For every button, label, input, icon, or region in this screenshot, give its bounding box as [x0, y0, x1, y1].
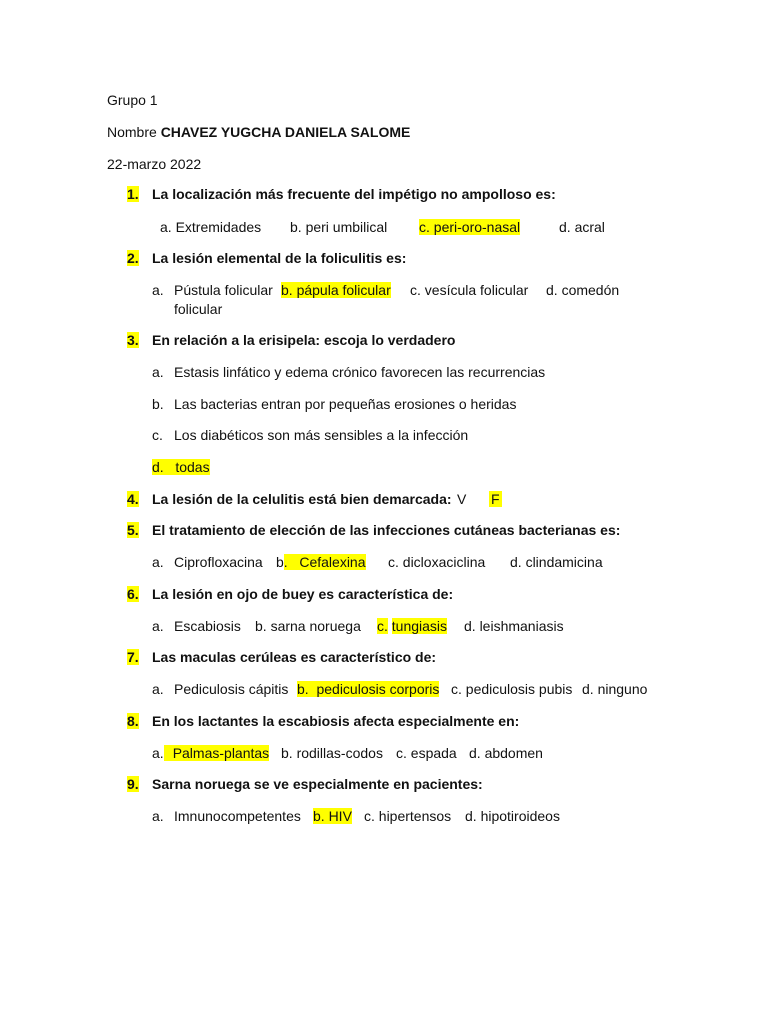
- q8-option-a-prefix: a.: [152, 745, 164, 761]
- q8-option-b: b. rodillas-codos: [281, 745, 383, 761]
- q5-option-c: c. dicloxaciclina: [388, 554, 486, 570]
- q3-option-d: [152, 458, 210, 476]
- name-label: Nombre: [107, 124, 157, 140]
- q9-option-c: c. hipertensos: [364, 808, 452, 824]
- q9-option-b: [313, 807, 352, 825]
- question-1: [127, 185, 139, 203]
- q7-option-b: [297, 680, 439, 698]
- q1-answer-highlight: c. peri-oro-nasal: [419, 219, 521, 235]
- q7-option-c: c. pediculosis pubis: [451, 681, 573, 697]
- question-1-text: La localización más frecuente del impétigo no ampolloso es:: [152, 186, 556, 202]
- student-name: CHAVEZ YUGCHA DANIELA SALOME: [160, 124, 411, 140]
- question-6-number: 6.: [127, 586, 139, 602]
- q6-option-c: [377, 617, 447, 635]
- question-8: [127, 712, 139, 730]
- q7-option-a-label: a.: [152, 681, 164, 697]
- q6-option-c-prefix: c.: [377, 618, 388, 634]
- q4-option-f: [489, 490, 502, 508]
- question-3-text: En relación a la erisipela: escoja lo verdadero: [152, 332, 456, 348]
- q7-option-d: d. ninguno: [582, 681, 648, 697]
- q3-option-c: Los diabéticos son más sensibles a la infección: [174, 427, 469, 443]
- q3-option-a-label: a.: [152, 364, 164, 380]
- q1-option-b: b. peri umbilical: [290, 219, 388, 235]
- q6-option-d: d. leishmaniasis: [464, 618, 564, 634]
- date-text: 22-marzo 2022: [107, 156, 202, 172]
- q1-option-c: [419, 218, 520, 236]
- question-4-number: 4.: [127, 491, 139, 507]
- question-7: [127, 648, 139, 666]
- q3-option-a: Estasis linfático y edema crónico favorecen las recurrencias: [174, 364, 546, 380]
- question-7-text: Las maculas cerúleas es característico de:: [152, 649, 437, 665]
- question-3: [127, 331, 139, 349]
- q2-option-a-label: a.: [152, 282, 164, 298]
- q5-option-d: d. clindamicina: [510, 554, 603, 570]
- q5-option-b: [276, 553, 366, 571]
- question-4-text: La lesión de la celulitis está bien demarcada:: [152, 491, 452, 507]
- q9-option-d: d. hipotiroideos: [465, 808, 560, 824]
- q4-answer-highlight: F: [491, 491, 500, 507]
- q3-option-c-label: c.: [152, 427, 163, 443]
- q1-option-d: d. acral: [559, 219, 605, 235]
- question-9: [127, 775, 139, 793]
- q8-option-a: [152, 744, 269, 762]
- question-7-number: 7.: [127, 649, 139, 665]
- q3-option-b: Las bacterias entran por pequeñas erosiones o heridas: [174, 396, 517, 412]
- q5-answer-highlight: . Cefalexina: [283, 554, 366, 570]
- q2-option-d: d. comedón: [546, 282, 620, 298]
- question-2: [127, 249, 139, 267]
- q5-option-a: Ciprofloxacina: [174, 554, 263, 570]
- question-6: [127, 585, 139, 603]
- question-1-number: 1.: [127, 186, 139, 202]
- q6-option-a-label: a.: [152, 618, 164, 634]
- q8-answer-highlight: Palmas-plantas: [164, 745, 270, 761]
- question-5-number: 5.: [127, 522, 139, 538]
- q7-answer-highlight: b. pediculosis corporis: [297, 681, 440, 697]
- q9-option-a: Imnunocompetentes: [174, 808, 301, 824]
- q5-option-b-prefix: b: [276, 554, 284, 570]
- q1-option-a: a. Extremidades: [160, 219, 262, 235]
- question-8-text: En los lactantes la escabiosis afecta especialmente en:: [152, 713, 520, 729]
- q2-option-a: Pústula folicular: [174, 282, 273, 298]
- question-5-text: El tratamiento de elección de las infecciones cutáneas bacterianas es:: [152, 522, 621, 538]
- question-4: [127, 490, 139, 508]
- q7-option-a: Pediculosis cápitis: [174, 681, 289, 697]
- question-3-number: 3.: [127, 332, 139, 348]
- question-5: [127, 521, 139, 539]
- q2-option-b: [281, 281, 391, 299]
- q2-answer-highlight: b. pápula folicular: [281, 282, 391, 298]
- q8-option-d: d. abdomen: [469, 745, 543, 761]
- question-8-number: 8.: [127, 713, 139, 729]
- q2-option-c: c. vesícula folicular: [410, 282, 529, 298]
- q6-option-b: b. sarna noruega: [255, 618, 361, 634]
- question-2-text: La lesión elemental de la foliculitis es:: [152, 250, 407, 266]
- q6-option-a: Escabiosis: [174, 618, 241, 634]
- group-label: Grupo 1: [107, 92, 158, 108]
- q3-answer-highlight: d. todas: [152, 459, 210, 475]
- question-6-text: La lesión en ojo de buey es característica de:: [152, 586, 454, 602]
- q9-answer-highlight: b. HIV: [313, 808, 352, 824]
- question-9-text: Sarna noruega se ve especialmente en pacientes:: [152, 776, 483, 792]
- q6-answer-highlight: tungiasis: [391, 618, 448, 634]
- q5-option-a-label: a.: [152, 554, 164, 570]
- q3-option-b-label: b.: [152, 396, 164, 412]
- question-9-number: 9.: [127, 776, 139, 792]
- q4-option-v: V: [457, 491, 467, 507]
- question-2-number: 2.: [127, 250, 139, 266]
- q8-option-c: c. espada: [396, 745, 457, 761]
- name-line: [107, 123, 410, 141]
- q9-option-a-label: a.: [152, 808, 164, 824]
- q2-option-a-cont: folicular: [174, 301, 223, 317]
